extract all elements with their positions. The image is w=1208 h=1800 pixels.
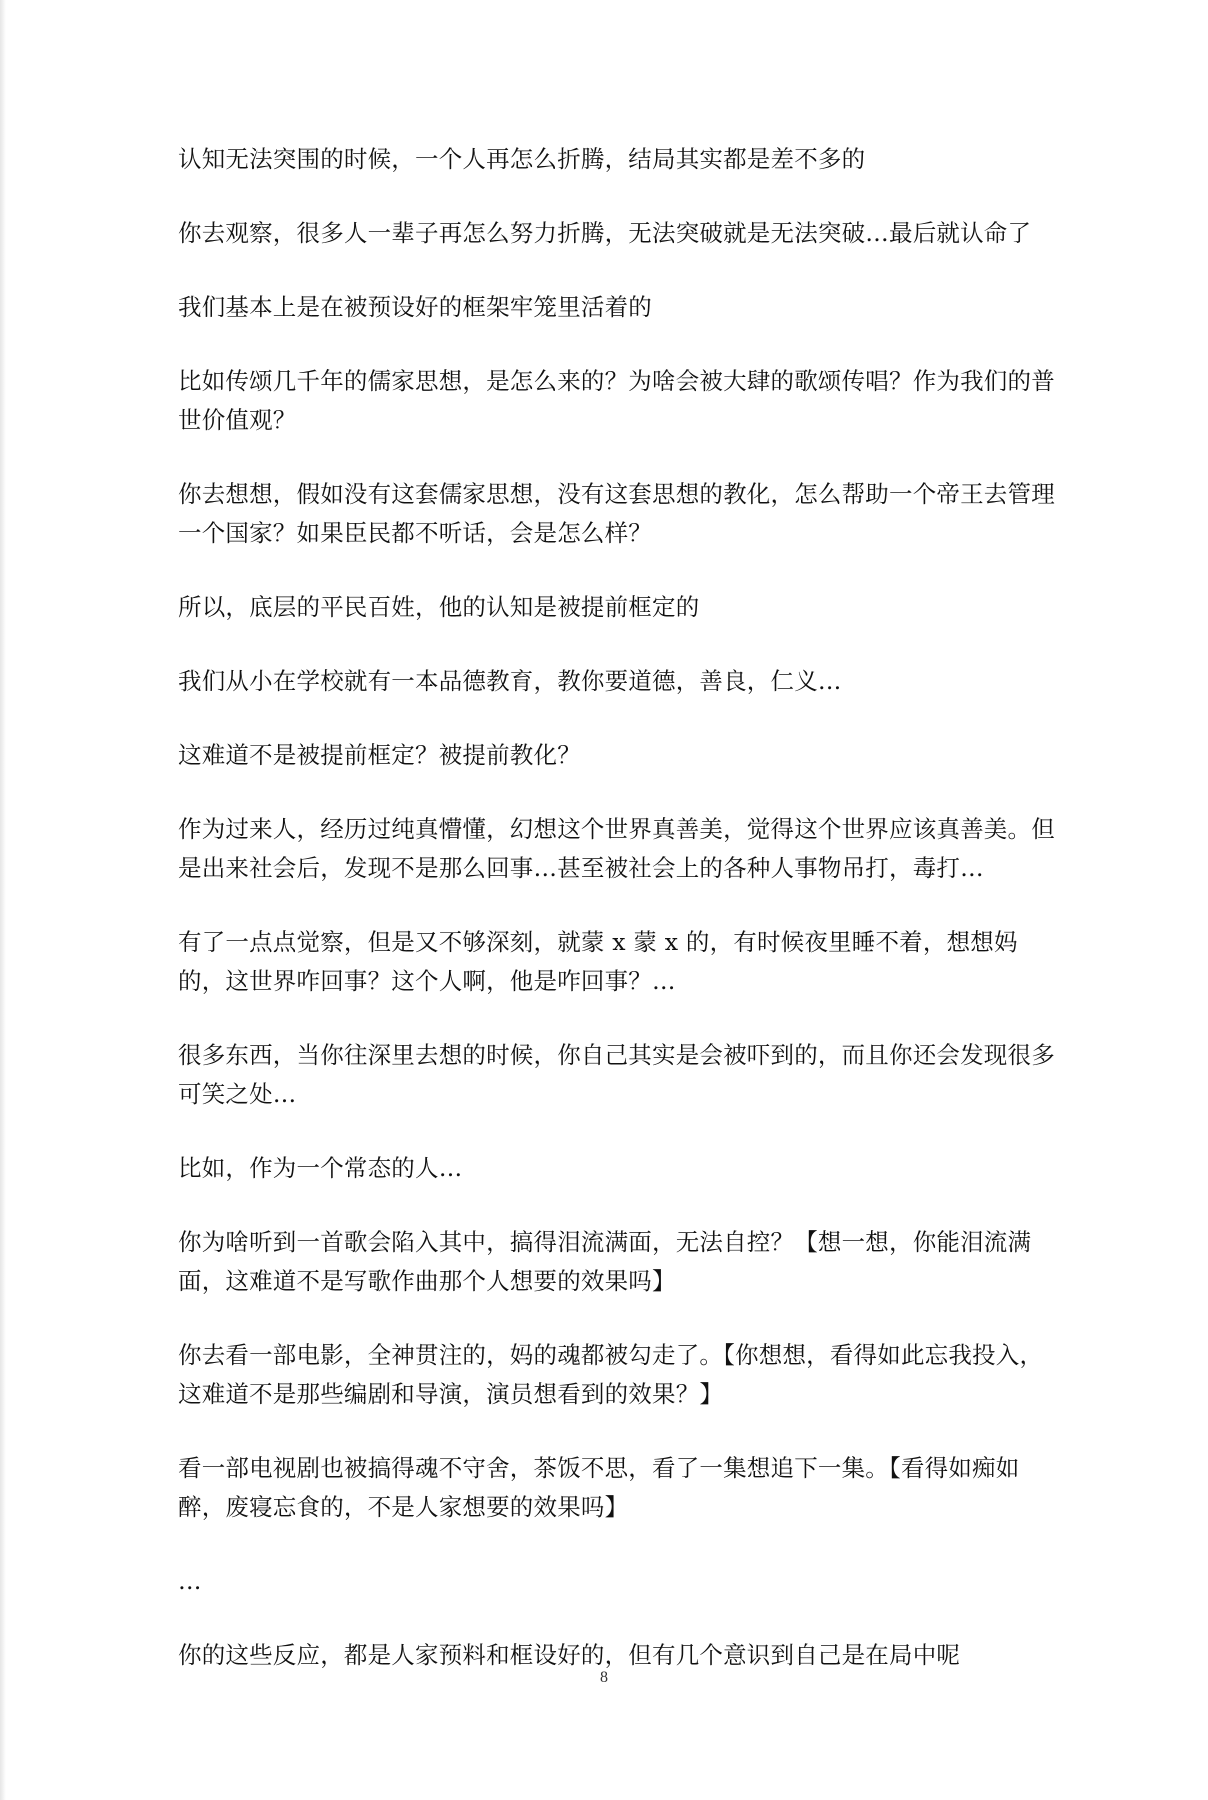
paragraph: 你去观察，很多人一辈子再怎么努力折腾，无法突破就是无法突破…最后就认命了 xyxy=(178,219,1032,247)
paragraph: 很多东西，当你往深里去想的时候，你自己其实是会被吓到的，而且你还会发现很多可笑之处… xyxy=(178,1041,1055,1108)
paragraph: 比如，作为一个常态的人… xyxy=(178,1154,463,1182)
paragraph: 我们从小在学校就有一本品德教育，教你要道德，善良，仁义… xyxy=(178,667,842,695)
paragraph: 所以，底层的平民百姓，他的认知是被提前框定的 xyxy=(178,593,700,621)
ellipsis-paragraph: … xyxy=(178,1567,202,1595)
paragraph: 这难道不是被提前框定？被提前教化？ xyxy=(178,741,581,769)
paragraph: 作为过来人，经历过纯真懵懂，幻想这个世界真善美，觉得这个世界应该真善美。但是出来社会后，发现不是那么回事…甚至被社会上的各种人事物吊打，毒打… xyxy=(178,815,1055,882)
paragraph: 你去看一部电影，全神贯注的，妈的魂都被勾走了。【你想想，看得如此忘我投入，这难道不是那些编剧和导演，演员想看到的效果？】 xyxy=(178,1341,1044,1408)
paragraph: 你为啥听到一首歌会陷入其中，搞得泪流满面，无法自控？【想一想，你能泪流满面，这难道不是写歌作曲那个人想要的效果吗】 xyxy=(178,1228,1032,1295)
paragraph: 看一部电视剧也被搞得魂不守舍，茶饭不思，看了一集想追下一集。【看得如痴如醉，废寝忘食的，不是人家想要的效果吗】 xyxy=(178,1454,1020,1521)
paragraph: 我们基本上是在被预设好的框架牢笼里活着的 xyxy=(178,293,652,321)
document-body xyxy=(178,140,1056,1710)
scan-edge-shadow xyxy=(0,0,6,1800)
paragraph: 你去想想，假如没有这套儒家思想，没有这套思想的教化，怎么帮助一个帝王去管理一个国家？如果臣民都不听话，会是怎么样？ xyxy=(178,480,1055,547)
paragraph: 你的这些反应，都是人家预料和框设好的，但有几个意识到自己是在局中呢 xyxy=(178,1641,961,1669)
page-number: 8 xyxy=(600,1669,608,1686)
paragraph: 认知无法突围的时候，一个人再怎么折腾，结局其实都是差不多的 xyxy=(178,145,866,173)
paragraph: 比如传颂几千年的儒家思想，是怎么来的？为啥会被大肆的歌颂传唱？作为我们的普世价值观？ xyxy=(178,367,1055,434)
paragraph: 有了一点点觉察，但是又不够深刻，就蒙 x 蒙 x 的，有时候夜里睡不着，想想妈的，这世界咋回事？这个人啊，他是咋回事？… xyxy=(178,928,1018,995)
